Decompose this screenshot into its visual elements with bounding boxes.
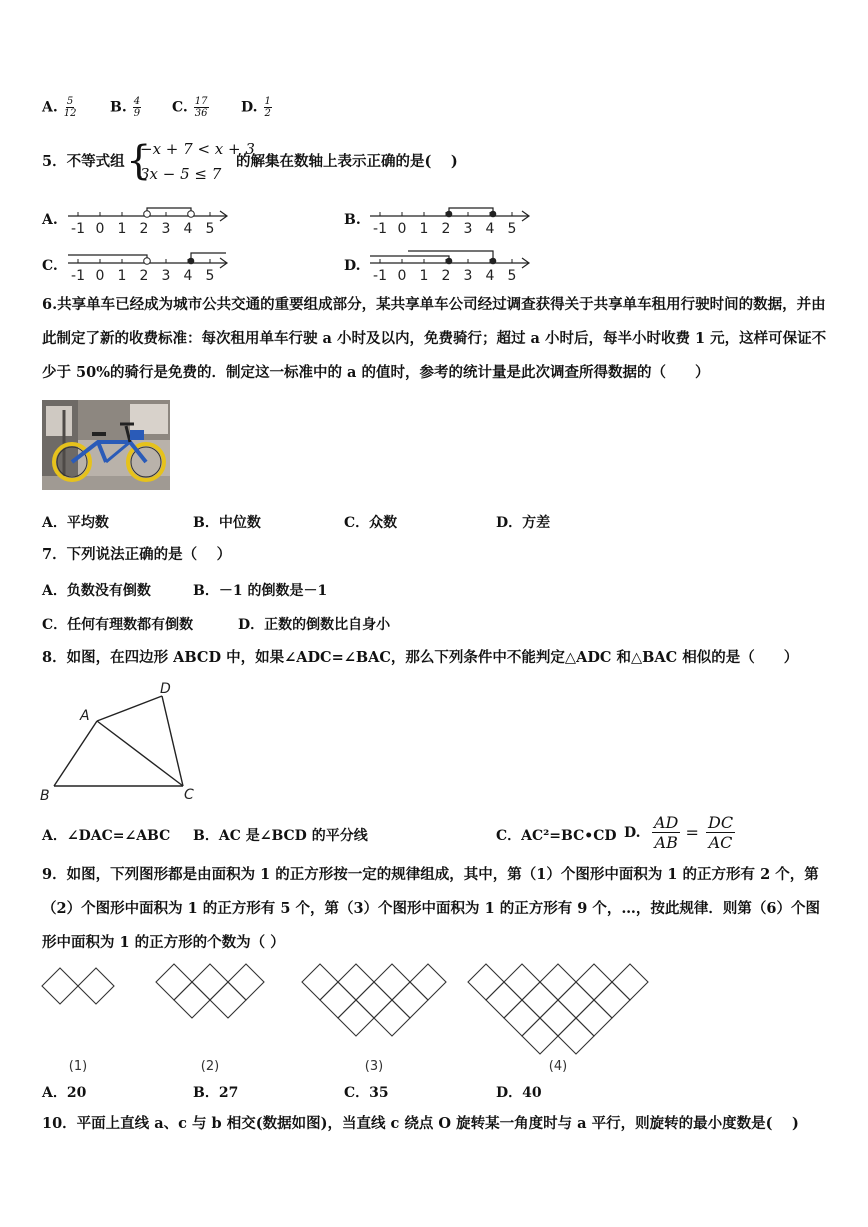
tick-label: 5 xyxy=(507,268,517,284)
number-line-b xyxy=(366,200,536,240)
q6-option-a: A．平均数 xyxy=(42,515,109,531)
square-pattern-figures xyxy=(40,960,650,1075)
q9-option-a: A．20 xyxy=(42,1085,87,1101)
vertex-label-c: C xyxy=(184,787,194,803)
q10-question: 10．平面上直线 a、c 与 b 相交(数据如图)，当直线 c 绕点 O 旋转某一角度时与 a 平行，则旋转的最小度数是( ) xyxy=(42,1115,799,1132)
tick-label: 4 xyxy=(485,221,495,237)
q7-option-a: A．负数没有倒数 xyxy=(42,583,151,599)
q4-option-b: B. $\frac{4}{9}$ xyxy=(110,96,141,119)
figure-caption-4: (4) xyxy=(548,1059,568,1074)
tick-label: 1 xyxy=(419,268,429,284)
tick-label: 2 xyxy=(441,221,451,237)
tick-label: -1 xyxy=(373,268,387,284)
q8-question: 8．如图，在四边形 ABCD 中，如果∠ADC=∠BAC，那么下列条件中不能判定△ADC 和△BAC 相似的是（ ） xyxy=(42,649,799,666)
q4-option-a: A. $\frac{5}{12}$ xyxy=(42,96,77,119)
number-line-a xyxy=(64,200,234,240)
brace-icon: { xyxy=(126,138,152,184)
figure-caption-2: (2) xyxy=(200,1059,220,1074)
tick-label: 1 xyxy=(419,221,429,237)
q8-option-c: C．AC²=BC•CD xyxy=(496,828,617,844)
q9-option-b: B．27 xyxy=(193,1085,239,1101)
tick-label: 2 xyxy=(139,221,149,237)
tick-label: 0 xyxy=(95,268,105,284)
pattern-figure-2 xyxy=(156,964,264,1018)
vertex-label-a: A xyxy=(80,708,90,724)
q7-question: 7．下列说法正确的是（ ） xyxy=(42,546,232,563)
q6-option-c: C．众数 xyxy=(344,515,398,531)
tick-label: 3 xyxy=(161,268,171,284)
q4-option-d: D. $\frac{1}{2}$ xyxy=(241,96,271,119)
q5-option-a-label: A. xyxy=(42,212,58,228)
figure-caption-1: (1) xyxy=(68,1059,88,1074)
tick-label: 4 xyxy=(183,268,193,284)
q8-option-d-label: D. xyxy=(624,825,641,841)
tick-label: 3 xyxy=(161,221,171,237)
q6-option-b: B．中位数 xyxy=(193,515,261,531)
tick-label: 2 xyxy=(139,268,149,284)
bicycle-photo xyxy=(42,400,170,490)
tick-label: 4 xyxy=(485,268,495,284)
q5-system-line1: −x + 7 < x + 3 xyxy=(140,140,255,158)
tick-label: 0 xyxy=(95,221,105,237)
number-line-d xyxy=(366,247,536,287)
tick-label: 5 xyxy=(205,268,215,284)
q6-question: 6.共享单车已经成为城市公共交通的重要组成部分，某共享单车公司经过调查获得关于共享单车租用行驶时间的数据，并由此制定了新的收费标准：每次租用单车行驶 a 小时及以内，免费骑行；超过 a 小时后，每半小时收费 1 元，这样可保证不少于 50%的骑行是免费的．制定这一标准中的 a 的值时，参考的统计量是此次调查所得数据的（ ） xyxy=(42,296,827,381)
q9-option-d: D．40 xyxy=(496,1085,542,1101)
figure-caption-3: (3) xyxy=(364,1059,384,1074)
tick-label: 1 xyxy=(117,268,127,284)
vertex-label-d: D xyxy=(160,681,171,697)
q5-system-line2: 3x − 5 ≤ 7 xyxy=(140,165,222,183)
tick-label: -1 xyxy=(373,221,387,237)
tick-label: 2 xyxy=(441,268,451,284)
q5-suffix: 的解集在数轴上表示正确的是( ) xyxy=(236,153,458,170)
tick-label: 3 xyxy=(463,221,473,237)
q7-option-c: C．任何有理数都有倒数 xyxy=(42,617,194,633)
q5-prefix: 5．不等式组 xyxy=(42,153,125,170)
tick-label: 0 xyxy=(397,221,407,237)
q8-option-d-equation: $\frac{AD}{AB}$ = $\frac{DC}{AC}$ xyxy=(654,813,734,852)
tick-label: 5 xyxy=(507,221,517,237)
tick-label: 5 xyxy=(205,221,215,237)
tick-label: 3 xyxy=(463,268,473,284)
q8-option-a: A．∠DAC=∠ABC xyxy=(42,828,171,844)
q7-option-d: D．正数的倒数比自身小 xyxy=(238,617,391,633)
q4-option-c: C. $\frac{17}{36}$ xyxy=(172,96,208,119)
pattern-figure-4 xyxy=(468,964,648,1054)
q5-option-b-label: B. xyxy=(344,212,361,228)
q5-option-d-label: D. xyxy=(344,258,361,274)
vertex-label-b: B xyxy=(40,788,50,804)
tick-label: 0 xyxy=(397,268,407,284)
tick-label: -1 xyxy=(71,221,85,237)
pattern-figure-1 xyxy=(42,968,114,1004)
quadrilateral-abcd-figure xyxy=(36,676,206,804)
q8-option-b: B．AC 是∠BCD 的平分线 xyxy=(193,828,368,844)
tick-label: 4 xyxy=(183,221,193,237)
tick-label: -1 xyxy=(71,268,85,284)
tick-label: 1 xyxy=(117,221,127,237)
number-line-c xyxy=(64,247,234,287)
q5-option-c-label: C. xyxy=(42,258,58,274)
q9-question: 9．如图，下列图形都是由面积为 1 的正方形按一定的规律组成，其中，第（1）个图形中面积为 1 的正方形有 2 个，第（2）个图形中面积为 1 的正方形有 5 个，第（3）个图形中面积为 1 的正方形有 9 个，…，按此规律．则第（6）个图形中面积为 1 的正方形的个数为（ ） xyxy=(42,866,821,951)
q6-option-d: D．方差 xyxy=(496,515,551,531)
q7-option-b: B．－1 的倒数是－1 xyxy=(193,583,328,599)
pattern-figure-3 xyxy=(302,964,446,1036)
q9-option-c: C．35 xyxy=(344,1085,389,1101)
